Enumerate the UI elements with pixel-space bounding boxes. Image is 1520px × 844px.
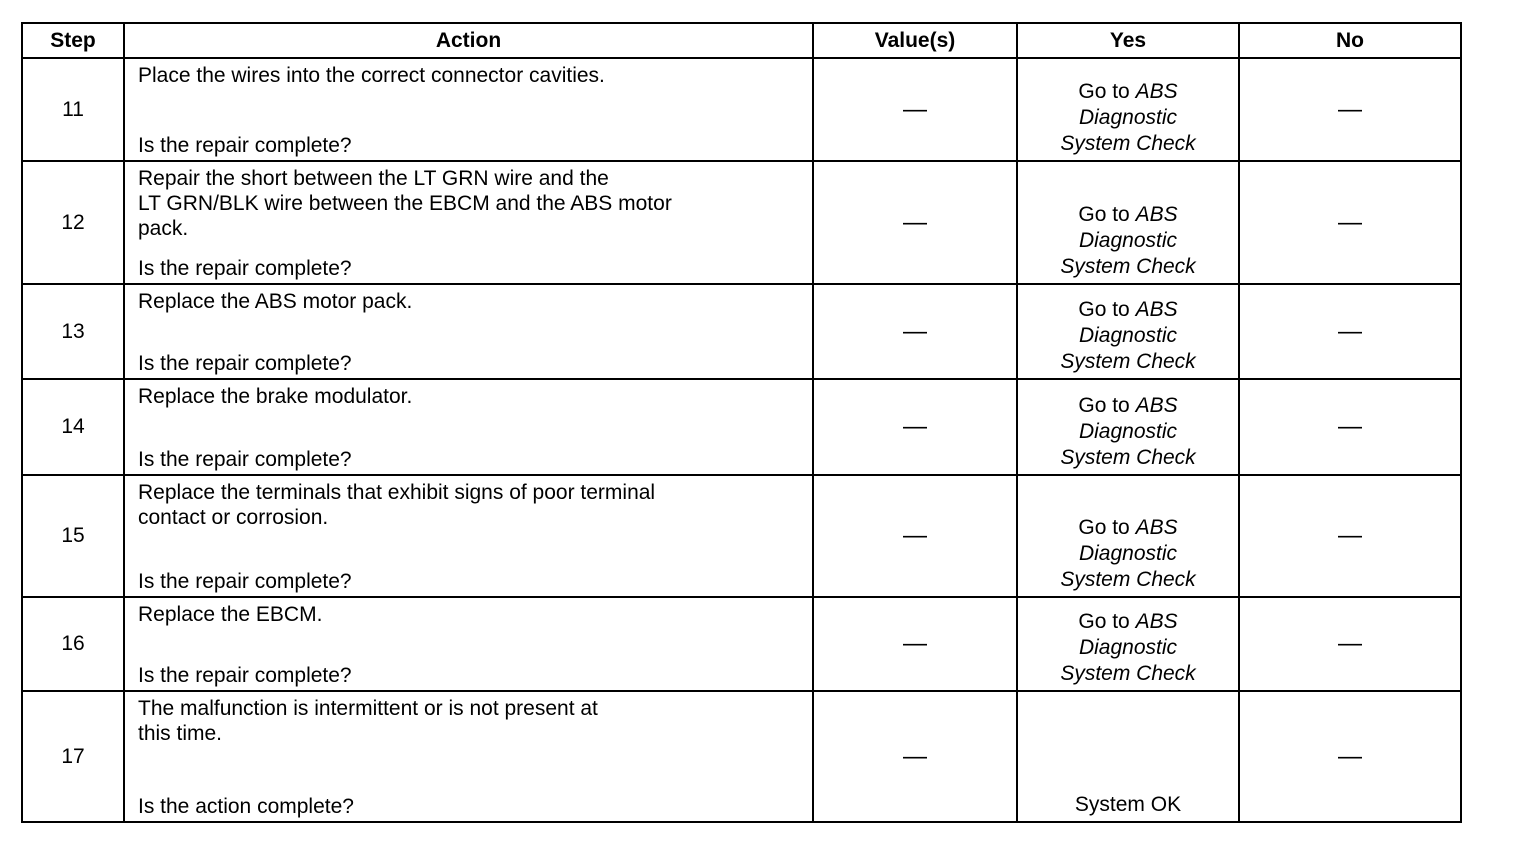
step-number: 12 — [22, 161, 124, 284]
action-cell — [124, 379, 813, 475]
yes-ref-diagnostic: Diagnostic — [1078, 229, 1178, 252]
yes-ref-system-check: System Check — [1060, 132, 1196, 155]
table-row — [22, 379, 1461, 475]
value-cell: — — [813, 161, 1017, 284]
value-cell: — — [813, 691, 1017, 822]
step-number: 14 — [22, 379, 124, 475]
yes-ref-system-check: System Check — [1060, 568, 1196, 591]
action-text: Replace the brake modulator. — [138, 385, 413, 408]
action-question: Is the repair complete? — [138, 134, 352, 157]
yes-cell — [1017, 597, 1239, 691]
yes-ref-diagnostic: Diagnostic — [1078, 542, 1178, 565]
yes-ref-system-check: System Check — [1060, 446, 1196, 469]
table-row — [22, 58, 1461, 161]
table-row — [22, 691, 1461, 822]
value-cell: — — [813, 379, 1017, 475]
yes-system-ok: System OK — [1074, 793, 1182, 816]
action-cell — [124, 597, 813, 691]
yes-ref-system-check: System Check — [1060, 255, 1196, 278]
action-question: Is the action complete? — [138, 795, 354, 818]
no-cell: — — [1239, 691, 1461, 822]
header-action: Action — [124, 23, 813, 58]
yes-cell — [1017, 58, 1239, 161]
action-question: Is the repair complete? — [138, 257, 352, 280]
yes-ref-diagnostic: Diagnostic — [1078, 324, 1178, 347]
action-question: Is the repair complete? — [138, 448, 352, 471]
step-number: 13 — [22, 284, 124, 379]
action-cell — [124, 691, 813, 822]
no-cell: — — [1239, 58, 1461, 161]
yes-ref-abs: ABS — [1135, 203, 1178, 226]
yes-cell — [1017, 161, 1239, 284]
yes-prefix: Go to — [1078, 298, 1136, 321]
yes-cell — [1017, 379, 1239, 475]
value-cell: — — [813, 58, 1017, 161]
action-cell — [124, 58, 813, 161]
step-number: 16 — [22, 597, 124, 691]
table-row — [22, 597, 1461, 691]
table-row — [22, 161, 1461, 284]
yes-ref-abs: ABS — [1135, 516, 1178, 539]
action-text: Replace the EBCM. — [138, 603, 323, 626]
yes-ref-diagnostic: Diagnostic — [1078, 420, 1178, 443]
value-cell: — — [813, 284, 1017, 379]
action-question: Is the repair complete? — [138, 664, 352, 687]
no-cell: — — [1239, 284, 1461, 379]
action-text: Repair the short between the LT GRN wire and the LT GRN/BLK wire between the EBCM and the ABS motor pack. — [138, 167, 672, 240]
no-cell: — — [1239, 379, 1461, 475]
step-number: 11 — [22, 58, 124, 161]
yes-ref-abs: ABS — [1135, 610, 1178, 633]
yes-prefix: Go to — [1078, 610, 1136, 633]
yes-ref-diagnostic: Diagnostic — [1078, 106, 1178, 129]
header-row — [22, 23, 1461, 58]
yes-prefix: Go to — [1078, 203, 1136, 226]
header-step: Step — [22, 23, 124, 58]
table-row — [22, 475, 1461, 597]
yes-prefix: Go to — [1078, 394, 1136, 417]
action-text: Replace the ABS motor pack. — [138, 290, 413, 313]
yes-cell — [1017, 284, 1239, 379]
header-yes: Yes — [1017, 23, 1239, 58]
yes-cell — [1017, 475, 1239, 597]
action-cell — [124, 284, 813, 379]
action-cell — [124, 475, 813, 597]
yes-cell — [1017, 691, 1239, 822]
yes-ref-abs: ABS — [1135, 80, 1178, 103]
value-cell: — — [813, 475, 1017, 597]
action-question: Is the repair complete? — [138, 352, 352, 375]
step-number: 17 — [22, 691, 124, 822]
no-cell: — — [1239, 597, 1461, 691]
yes-prefix: Go to — [1078, 516, 1136, 539]
yes-ref-abs: ABS — [1135, 394, 1178, 417]
no-cell: — — [1239, 475, 1461, 597]
action-question: Is the repair complete? — [138, 570, 352, 593]
step-number: 15 — [22, 475, 124, 597]
action-text: The malfunction is intermittent or is not present at this time. — [138, 697, 598, 745]
table-row — [22, 284, 1461, 379]
no-cell: — — [1239, 161, 1461, 284]
value-cell: — — [813, 597, 1017, 691]
action-text: Place the wires into the correct connector cavities. — [138, 64, 605, 87]
yes-ref-system-check: System Check — [1060, 350, 1196, 373]
header-values: Value(s) — [813, 23, 1017, 58]
yes-prefix: Go to — [1078, 80, 1136, 103]
yes-ref-diagnostic: Diagnostic — [1078, 636, 1178, 659]
action-cell — [124, 161, 813, 284]
yes-ref-abs: ABS — [1135, 298, 1178, 321]
yes-ref-system-check: System Check — [1060, 662, 1196, 685]
diagnostic-table — [21, 22, 1462, 823]
header-no: No — [1239, 23, 1461, 58]
action-text: Replace the terminals that exhibit signs of poor terminal contact or corrosion. — [138, 481, 656, 529]
